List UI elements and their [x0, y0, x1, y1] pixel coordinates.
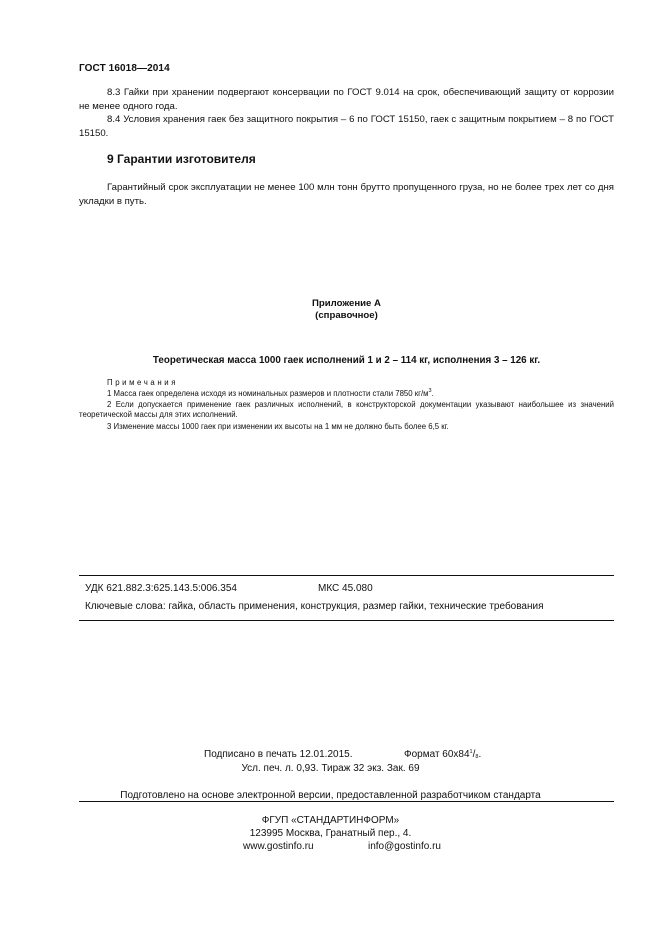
print-format	[404, 749, 481, 762]
print-info: Усл. печ. л. 0,93. Тираж 32 экз. Зак. 69	[241, 763, 420, 774]
appendix-statement: Теоретическая масса 1000 гаек исполнений 1 и 2 – 114 кг, исполнения 3 – 126 кг.	[152, 355, 541, 366]
print-format-slash: /	[472, 749, 476, 760]
section-9-heading: 9 Гарантии изготовителя	[107, 152, 256, 166]
print-format-denominator: 8	[475, 754, 479, 760]
publisher: ФГУП «СТАНДАРТИНФОРМ»	[261, 815, 400, 826]
document-header: ГОСТ 16018—2014	[79, 63, 170, 74]
udk-code: УДК 621.882.3:625.143.5:006.354	[85, 583, 237, 594]
imprint-rule	[79, 801, 614, 802]
mks-code: МКС 45.080	[318, 583, 373, 594]
note-1-end: .	[431, 389, 434, 398]
signed-date: Подписано в печать 12.01.2015.	[204, 749, 353, 760]
print-format-numerator: 1	[469, 749, 473, 755]
note-2: 2 Если допускается применение гаек различных исполнений, в конструкторской документации указывают наибольшее из значений теоретической массы для этих исполнений.	[79, 400, 614, 419]
publisher-address: 123995 Москва, Гранатный пер., 4.	[249, 828, 412, 839]
notes-heading: Примечания	[107, 378, 179, 387]
paragraph-8-3: 8.3 Гайки при хранении подвергают консервации по ГОСТ 9.014 на срок, обеспечивающий защиту от коррозии не менее одного года.	[79, 87, 614, 112]
note-1-exponent: 3	[428, 388, 432, 394]
note-1	[107, 389, 434, 399]
print-format-label: Формат 60х84	[404, 749, 470, 760]
paragraph-8-4: 8.4 Условия хранения гаек без защитного покрытия – 6 по ГОСТ 15150, гаек с защитным покрытием – 8 по ГОСТ 15150.	[79, 114, 614, 139]
note-3: 3 Изменение массы 1000 гаек при изменении их высоты на 1 мм не должно быть более 6,5 кг.	[107, 422, 449, 431]
print-format-end: .	[478, 749, 482, 760]
section-9-text: Гарантийный срок эксплуатации не менее 100 млн тонн брутто пропущенного груза, но не более трех лет со дня укладки в путь.	[79, 182, 614, 207]
biblio-bottom-rule	[79, 620, 614, 621]
appendix-title: Приложение А	[312, 298, 381, 309]
email-link[interactable]: info@gostinfo.ru	[368, 841, 441, 852]
appendix-subtitle: (справочное)	[315, 310, 378, 321]
note-1-text: 1 Масса гаек определена исходя из номинальных размеров и плотности стали 7850 кг/м	[107, 389, 429, 398]
keywords: Ключевые слова: гайка, область применения, конструкция, размер гайки, технические требования	[85, 601, 544, 612]
website-link[interactable]: www.gostinfo.ru	[243, 841, 314, 852]
biblio-top-rule	[79, 575, 614, 576]
prepared-note: Подготовлено на основе электронной версии, предоставленной разработчиком стандарта	[120, 790, 541, 801]
